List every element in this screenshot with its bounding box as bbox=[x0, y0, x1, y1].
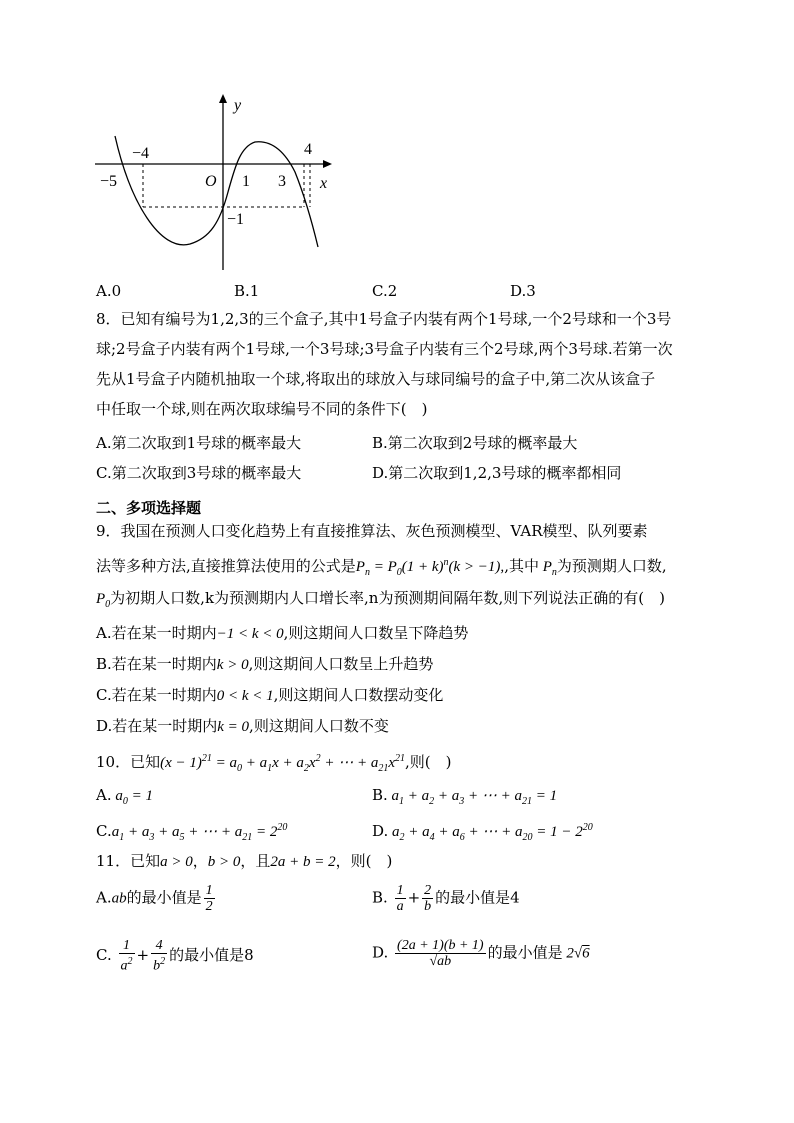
q9-line-2-post: ,其中 bbox=[504, 557, 539, 575]
q8-option-c: C.第二次取到3号球的概率最大 bbox=[96, 464, 302, 482]
y-axis-arrow bbox=[219, 94, 227, 103]
label-4: 4 bbox=[304, 141, 312, 158]
q7-option-c: C.2 bbox=[372, 282, 398, 300]
section-title: 二、多项选择题 bbox=[96, 499, 202, 517]
q8-line-1: 8．已知有编号为1,2,3的三个盒子,其中1号盒子内装有两个1号球,一个2号球和一个3号 bbox=[96, 310, 672, 328]
q11-option-a: A.ab的最小值是 $\frac{1}{2}$ bbox=[96, 883, 213, 914]
q11-option-c: C. $\frac{1}{a^2}$ + $\frac{4}{b^2}$ 的最小值是8 bbox=[96, 938, 254, 974]
q9-option-c: C.若在某一时期内0 < k < 1,则这期间人口数摆动变化 bbox=[96, 686, 444, 704]
label-minus1: −1 bbox=[227, 211, 245, 228]
q11-stem: 11．已知a > 0，b > 0，且2a + b = 2，则( ) bbox=[96, 852, 393, 870]
q7-option-a: A.0 bbox=[96, 282, 122, 300]
q9-line-2-tail: 为预测期人口数, bbox=[556, 557, 667, 575]
q9-line-2: 法等多种方法,直接推算法使用的公式是$P_n = P_0(1 + k)^n(k > -1)$,,其中 $P_n$为预测期人口数, bbox=[96, 557, 667, 578]
q10-option-b: B. $a_1 + a_2 + a_3$ + ⋯ + $a_{21} = 1$ bbox=[372, 786, 558, 807]
q10-option-a: A. $a_0 = 1$ bbox=[96, 786, 153, 807]
q9-line-3: $P_0$为初期人口数,k为预测期内人口增长率,n为预测期间隔年数,则下列说法正确的有( ) bbox=[96, 589, 665, 610]
q7-option-b: B.1 bbox=[234, 282, 260, 300]
label-origin: O bbox=[205, 173, 217, 190]
q9-formula: $P_n = P_0(1 + k)^n(k > -1)$, bbox=[355, 557, 505, 578]
x-axis-label: x bbox=[320, 175, 328, 192]
x-axis-arrow bbox=[323, 160, 332, 168]
q8-option-b: B.第二次取到2号球的概率最大 bbox=[372, 434, 578, 452]
q9-line-2-pre: 法等多种方法,直接推算法使用的公式是 bbox=[96, 557, 356, 575]
y-axis-label: y bbox=[234, 97, 242, 114]
q9-line-1: 9．我国在预测人口变化趋势上有直接推算法、灰色预测模型、VAR模型、队列要素 bbox=[96, 522, 648, 540]
q10-option-d: D. $a_2 + a_4 + a_6$ + ⋯ + $a_{20} = 1 - 2^{20}$ bbox=[372, 822, 593, 843]
label-minus5: −5 bbox=[100, 173, 118, 190]
label-1: 1 bbox=[242, 173, 250, 190]
q11-option-b: B. $\frac{1}{a}$ + $\frac{2}{b}$ 的最小值是4 bbox=[372, 883, 520, 914]
q9-option-b: B.若在某一时期内k > 0,则这期间人口数呈上升趋势 bbox=[96, 655, 434, 673]
label-3: 3 bbox=[278, 173, 286, 190]
q8-option-d: D.第二次取到1,2,3号球的概率都相同 bbox=[372, 464, 622, 482]
label-minus4: −4 bbox=[132, 145, 150, 162]
q11-option-d: D. $\frac{(2a + 1)(b + 1)}{√ab}$ 的最小值是 2√6 bbox=[372, 938, 590, 969]
q8-line-4: 中任取一个球,则在两次取球编号不同的条件下( ) bbox=[96, 400, 428, 418]
q8-line-2: 球;2号盒子内装有两个1号球,一个3号球;3号盒子内装有三个2号球,两个3号球.若第一次 bbox=[96, 340, 673, 358]
q8-line-3: 先从1号盒子内随机抽取一个球,将取出的球放入与球同编号的盒子中,第二次从该盒子 bbox=[96, 370, 656, 388]
q9-option-a: A.若在某一时期内−1 < k < 0,则这期间人口数呈下降趋势 bbox=[96, 624, 469, 642]
function-graph bbox=[90, 92, 340, 274]
q10-stem: 10．已知$(x - 1)^{21} = a_0 + a_1x + a_2x^2$ + ⋯ + $a_{21}x^{21}$,则( ) bbox=[96, 753, 452, 774]
q9-option-d: D.若在某一时期内k = 0,则这期间人口数不变 bbox=[96, 717, 389, 735]
q7-option-d: D.3 bbox=[510, 282, 536, 300]
q10-option-c: $C.a_1 + a_3 + a_5$ + ⋯ + $a_{21} = 2^{20}$ bbox=[96, 822, 288, 843]
q8-option-a: A.第二次取到1号球的概率最大 bbox=[96, 434, 302, 452]
